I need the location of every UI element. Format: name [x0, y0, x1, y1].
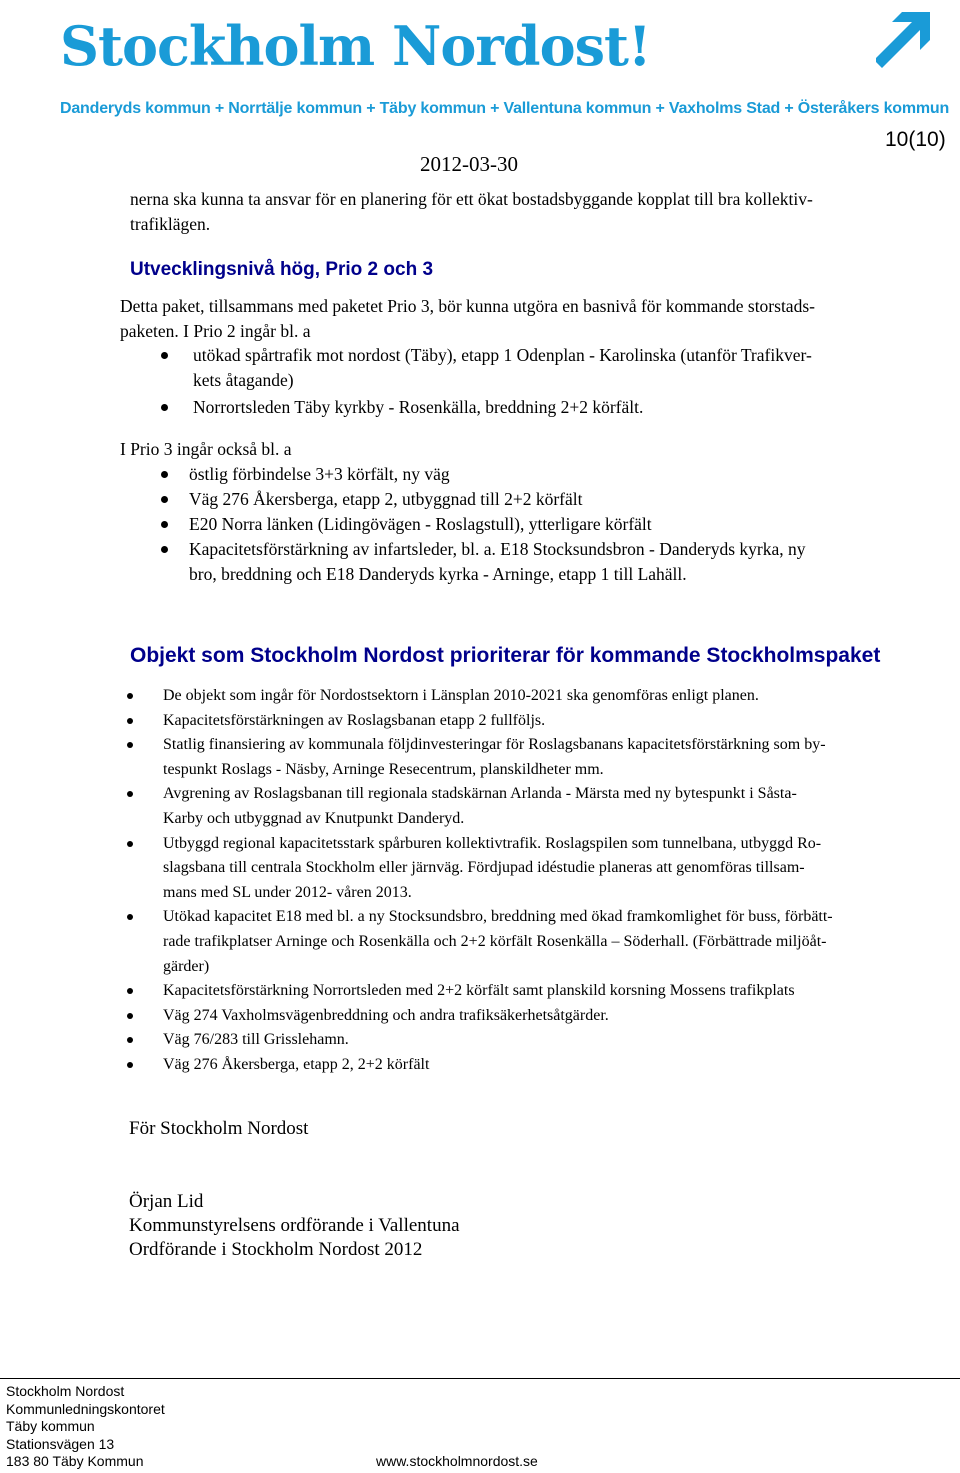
paragraph-line: paketen. I Prio 2 ingår bl. a: [120, 321, 311, 341]
list-item: [163, 1028, 833, 1053]
list-item: [163, 905, 833, 979]
list-item-line: tespunkt Roslags - Näsby, Arninge Resecentrum, planskildheter mm.: [163, 760, 604, 778]
intro-paragraph: [130, 187, 813, 237]
bullet-icon: [127, 791, 133, 797]
list-item: [163, 1053, 833, 1078]
section1-paragraph: [120, 294, 815, 344]
list-item-line: Norrortsleden Täby kyrkby - Rosenkälla, breddning 2+2 körfält.: [193, 397, 644, 417]
bullet-icon: [127, 988, 133, 994]
list-item: [189, 462, 806, 487]
list-item-line: bro, breddning och E18 Danderyds kyrka - Arninge, etapp 1 till Lahäll.: [189, 564, 687, 584]
footer-divider: [0, 1378, 960, 1379]
municipalities-banner: Danderyds kommun + Norrtälje kommun + Täby kommun + Vallentuna kommun + Vaxholms Stad + Österåkers kommun: [60, 100, 950, 117]
footer-address: [6, 1383, 165, 1471]
footer-org: Stockholm Nordost: [6, 1383, 125, 1399]
paragraph-line: Detta paket, tillsammans med paketet Prio 3, bör kunna utgöra en basnivå för kommande storstads-: [120, 296, 815, 316]
objects-list: [163, 684, 833, 1078]
bullet-icon: [127, 742, 133, 748]
list-item: [163, 979, 833, 1004]
list-item: [189, 537, 806, 587]
list-item-line: Kapacitetsförstärkning Norrortsleden med 2+2 körfält samt planskild korsning Mossens trafikplats: [163, 982, 795, 1000]
list-item: [163, 684, 833, 709]
list-item-line: mans med SL under 2012- våren 2013.: [163, 883, 412, 901]
list-item-line: östlig förbindelse 3+3 körfält, ny väg: [189, 464, 450, 484]
list-item-line: Avgrening av Roslagsbanan till regionala stadskärnan Arlanda - Märsta med ny bytespunkt i Såsta-: [163, 785, 797, 803]
list-item: [193, 343, 812, 393]
section-heading-objects: Objekt som Stockholm Nordost prioriterar för kommande Stockholmspaket: [130, 644, 881, 667]
list-item-line: gärder): [163, 957, 210, 975]
intro-line: trafiklägen.: [130, 214, 211, 234]
signatory-title: Ordförande i Stockholm Nordost 2012: [129, 1239, 423, 1260]
footer-municipality: Täby kommun: [6, 1418, 95, 1434]
footer-website-link[interactable]: www.stockholmnordost.se: [376, 1453, 538, 1469]
footer-postal: 183 80 Täby Kommun: [6, 1453, 144, 1469]
list-item-line: Utbyggd regional kapacitetsstark spårburen kollektivtrafik. Roslagspilen som tunnelbana, utbyggd Ro-: [163, 834, 822, 852]
list-item: [189, 487, 806, 512]
list-item-line: Väg 76/283 till Grisslehamn.: [163, 1031, 349, 1049]
list-item-line: De objekt som ingår för Nordostsektorn i Länsplan 2010-2021 ska genomföras enligt planen.: [163, 687, 759, 704]
bullet-icon: [127, 914, 133, 920]
list-item: [189, 512, 806, 537]
bullet-icon: [161, 496, 168, 503]
list-item-line: rade trafikplatser Arninge och Rosenkälla och 2+2 körfält Rosenkälla – Söderhall. (Förbättrade miljöåt-: [163, 932, 827, 950]
signature-for-line: För Stockholm Nordost: [129, 1118, 309, 1139]
bullet-icon: [161, 521, 168, 528]
bullet-icon: [127, 1062, 133, 1068]
list-item: [163, 733, 833, 782]
bullet-icon: [161, 352, 168, 359]
footer-dept: Kommunledningskontoret: [6, 1400, 165, 1417]
list-item: [163, 1004, 833, 1029]
intro-line: nerna ska kunna ta ansvar för en planering för ett ökat bostadsbyggande kopplat till bra kollektiv-: [130, 189, 813, 209]
section-heading-prio: Utvecklingsnivå hög, Prio 2 och 3: [130, 259, 434, 280]
document-date: 2012-03-30: [420, 152, 518, 176]
bullet-icon: [127, 1013, 133, 1019]
bullet-icon: [127, 693, 133, 699]
list-item: [163, 709, 833, 734]
signatory-name: Örjan Lid: [129, 1191, 204, 1212]
list-item-line: Statlig finansiering av kommunala följdinvesteringar för Roslagsbanans kapacitetsförstärkning som by-: [163, 736, 826, 754]
bullet-icon: [127, 841, 133, 847]
bullet-icon: [161, 404, 168, 411]
bullet-icon: [127, 1037, 133, 1043]
bullet-icon: [161, 471, 168, 478]
list-item-line: E20 Norra länken (Lidingövägen - Roslagstull), ytterligare körfält: [189, 514, 652, 534]
list-item-line: utökad spårtrafik mot nordost (Täby), etapp 1 Odenplan - Karolinska (utanför Trafikver-: [193, 345, 812, 365]
arrow-logo-icon: [876, 8, 946, 74]
list-item: [163, 782, 833, 831]
list-item-line: Väg 276 Åkersberga, etapp 2, 2+2 körfält: [163, 1055, 430, 1073]
list-item: [163, 832, 833, 906]
signature-block: [129, 1190, 460, 1262]
list-item-line: Kapacitetsförstärkning av infartsleder, bl. a. E18 Stocksundsbron - Danderyds kyrka, ny: [189, 539, 806, 559]
footer-street: Stationsvägen 13: [6, 1435, 115, 1452]
logo-wordmark: Stockholm Nordost!: [60, 14, 651, 78]
list-item-line: Karby och utbyggnad av Knutpunkt Danderyd.: [163, 809, 465, 827]
bullet-icon: [161, 546, 168, 553]
list-item-line: Kapacitetsförstärkningen av Roslagsbanan etapp 2 fullföljs.: [163, 711, 546, 729]
list-item-line: slagsbana till centrala Stockholm eller järnväg. Fördjupad idéstudie planeras att genomföras tillsam-: [163, 859, 805, 877]
list-item-line: Utökad kapacitet E18 med bl. a ny Stocksundsbro, breddning med ökad framkomlighet för buss, förbätt-: [163, 908, 833, 926]
prio2-list: [193, 343, 812, 420]
list-item-line: Väg 276 Åkersberga, etapp 2, utbyggnad till 2+2 körfält: [189, 489, 583, 509]
page-number: 10(10): [885, 128, 946, 151]
prio3-intro: I Prio 3 ingår också bl. a: [120, 439, 292, 459]
list-item-line: kets åtagande): [193, 370, 294, 390]
prio3-list: [189, 462, 806, 587]
bullet-icon: [127, 718, 133, 724]
signatory-title: Kommunstyrelsens ordförande i Vallentuna: [129, 1215, 460, 1236]
list-item-line: Väg 274 Vaxholmsvägenbreddning och andra trafiksäkerhetsåtgärder.: [163, 1006, 609, 1024]
list-item: [193, 395, 812, 420]
